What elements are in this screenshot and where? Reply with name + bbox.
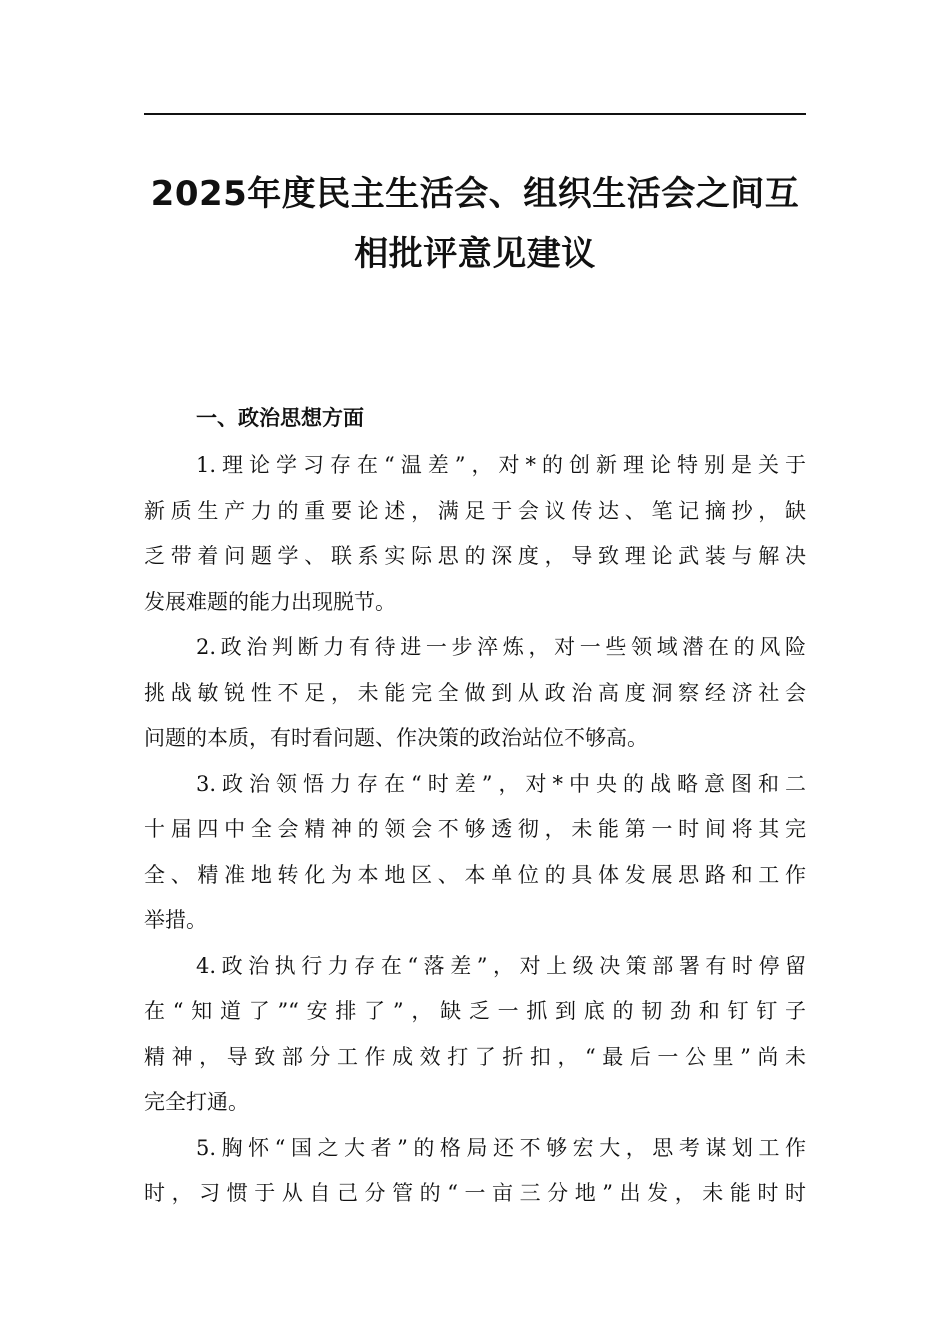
paragraph-line: 全、精准地转化为本地区、本单位的具体发展思路和工作 [144,862,806,887]
paragraph-line: 在“知道了”“安排了”，缺乏一抓到底的韧劲和钉钉子 [144,999,806,1023]
body-text [144,443,806,1217]
title-line-2: 相批评意见建议 [354,234,596,274]
paragraph-line: 2.政治判断力有待进一步淬炼，对一些领域潜在的风险 [196,635,806,659]
paragraph-line: 问题的本质，有时看问题、作决策的政治站位不够高。 [144,726,648,750]
paragraph-line: 举措。 [144,908,207,932]
paragraph-line: 新质生产力的重要论述，满足于会议传达、笔记摘抄，缺 [144,498,806,523]
document-title [144,164,806,284]
paragraph-4 [144,944,806,1126]
paragraph-line: 挑战敏锐性不足，未能完全做到从政治高度洞察经济社会 [144,680,806,705]
paragraph-line: 完全打通。 [144,1090,249,1114]
paragraph-5 [144,1126,806,1217]
paragraph-line: 5.胸怀“国之大者”的格局还不够宏大，思考谋划工作 [196,1135,806,1160]
paragraph-3 [144,762,806,944]
paragraph-line: 1.理论学习存在“温差”，对*的创新理论特别是关于 [196,453,806,477]
title-line-1: 2025年度民主生活会、组织生活会之间互 [150,174,800,214]
paragraph-line: 乏带着问题学、联系实际思的深度，导致理论武装与解决 [144,544,806,568]
paragraph-line: 4.政治执行力存在“落差”，对上级决策部署有时停留 [196,953,806,978]
paragraph-line: 发展难题的能力出现脱节。 [144,589,396,614]
header-rule [144,113,806,115]
paragraph-1 [144,443,806,625]
paragraph-2 [144,625,806,762]
paragraph-line: 时，习惯于从自己分管的“一亩三分地”出发，未能时时 [144,1181,806,1205]
paragraph-line: 精神，导致部分工作成效打了折扣，“最后一公里”尚未 [144,1044,806,1069]
paragraph-line: 3.政治领悟力存在“时差”，对*中央的战略意图和二 [196,771,806,796]
section-heading: 一、政治思想方面 [196,406,364,430]
paragraph-line: 十届四中全会精神的领会不够透彻，未能第一时间将其完 [144,817,806,841]
